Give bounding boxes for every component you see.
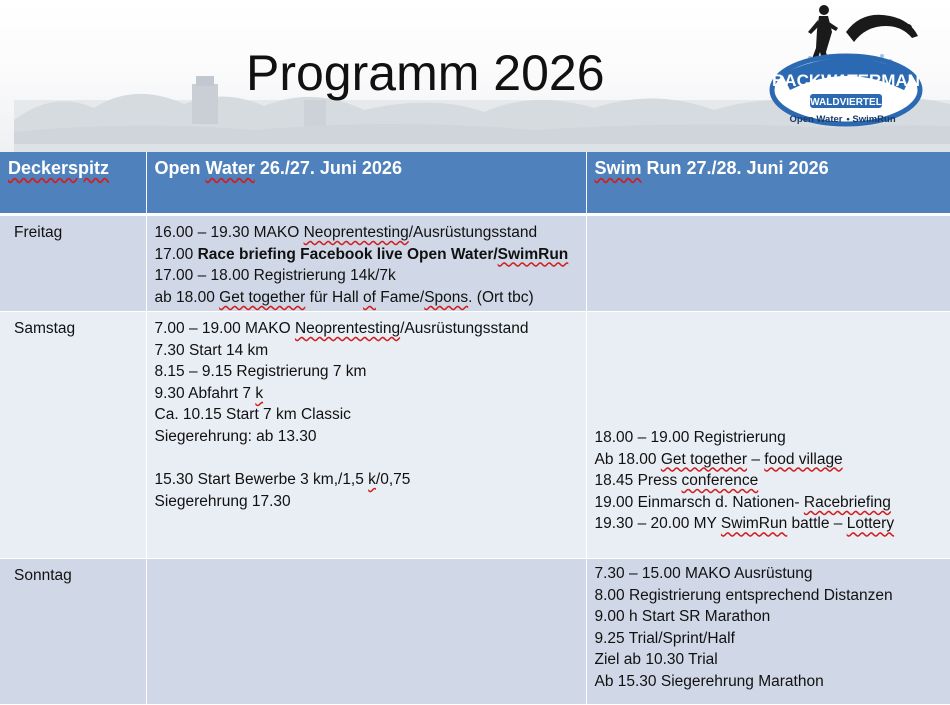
day-label-sonntag: Sonntag bbox=[0, 559, 146, 705]
list-item: 8.15 – 9.15 Registrierung 7 km bbox=[154, 363, 367, 381]
list-item: Siegerehrung 17.30 bbox=[154, 492, 291, 510]
list-item: Ab 15.30 Siegerehrung Marathon bbox=[594, 672, 824, 690]
list-item: 18.45 Press conference bbox=[594, 472, 759, 490]
list-item: Ab 18.00 Get together – food village bbox=[594, 450, 843, 468]
logo-tagline-left: Open Water bbox=[789, 114, 843, 125]
header-deckerspitz: Deckerspitz bbox=[0, 152, 146, 215]
list-item: 15.30 Start Bewerbe 3 km,/1,5 k/0,75 bbox=[154, 471, 411, 489]
logo-tagline-separator: • bbox=[846, 114, 850, 125]
page-title: Programm 2026 bbox=[246, 45, 605, 101]
list-item: 19.30 – 20.00 MY SwimRun battle – Lottery bbox=[594, 515, 895, 533]
header-open-water: Open Water 26./27. Juni 2026 bbox=[146, 152, 586, 215]
list-item: Siegerehrung: ab 13.30 bbox=[154, 427, 317, 445]
samstag-swim-run bbox=[586, 312, 950, 559]
freitag-swim-run bbox=[586, 215, 950, 312]
list-item: 9.30 Abfahrt 7 k bbox=[154, 384, 264, 402]
table-header-row bbox=[0, 152, 950, 215]
list-item: 17.00 Race briefing Facebook live Open Water/SwimRun bbox=[154, 245, 569, 263]
list-item: ab 18.00 Get together für Hall of Fame/Spons. (Ort tbc) bbox=[154, 288, 534, 306]
header-swim-run: Swim Run 27./28. Juni 2026 bbox=[586, 152, 950, 215]
list-item: 16.00 – 19.30 MAKO Neoprentesting/Ausrüstungsstand bbox=[154, 224, 538, 241]
day-label-samstag: Samstag bbox=[0, 312, 146, 559]
sonntag-open-water bbox=[146, 559, 586, 705]
list-item: 17.00 – 18.00 Registrierung 14k/7k bbox=[154, 267, 396, 285]
logo-region: WALDVIERTEL bbox=[810, 97, 882, 108]
sonntag-swim-run bbox=[586, 559, 950, 705]
list-item: 9.25 Trial/Sprint/Half bbox=[594, 629, 735, 647]
samstag-open-water bbox=[146, 312, 586, 559]
program-table bbox=[0, 152, 950, 705]
list-item: 7.30 Start 14 km bbox=[154, 341, 269, 359]
table-row-sonntag bbox=[0, 559, 950, 705]
list-item: 18.00 – 19.00 Registrierung bbox=[594, 429, 786, 446]
table-row-freitag bbox=[0, 215, 950, 312]
list-item: 7.00 – 19.00 MAKO Neoprentesting/Ausrüstungsstand bbox=[154, 320, 529, 337]
table-row-samstag bbox=[0, 312, 950, 559]
header-banner bbox=[0, 0, 950, 152]
list-item: Ca. 10.15 Start 7 km Classic bbox=[154, 406, 351, 424]
list-item: 19.00 Einmarsch d. Nationen- Racebriefing bbox=[594, 493, 891, 511]
list-item: 9.00 h Start SR Marathon bbox=[594, 608, 771, 626]
freitag-open-water bbox=[146, 215, 586, 312]
list-item: 8.00 Registrierung entsprechend Distanzen bbox=[594, 586, 893, 604]
list-item: Ziel ab 10.30 Trial bbox=[594, 651, 718, 669]
day-label-freitag: Freitag bbox=[0, 215, 146, 312]
logo-name: BACKWATERMAN bbox=[772, 71, 920, 90]
list-item: 7.30 – 15.00 MAKO Ausrüstung bbox=[594, 565, 813, 582]
backwaterman-logo bbox=[762, 2, 928, 128]
logo-tagline-right: SwimRun bbox=[852, 114, 896, 125]
